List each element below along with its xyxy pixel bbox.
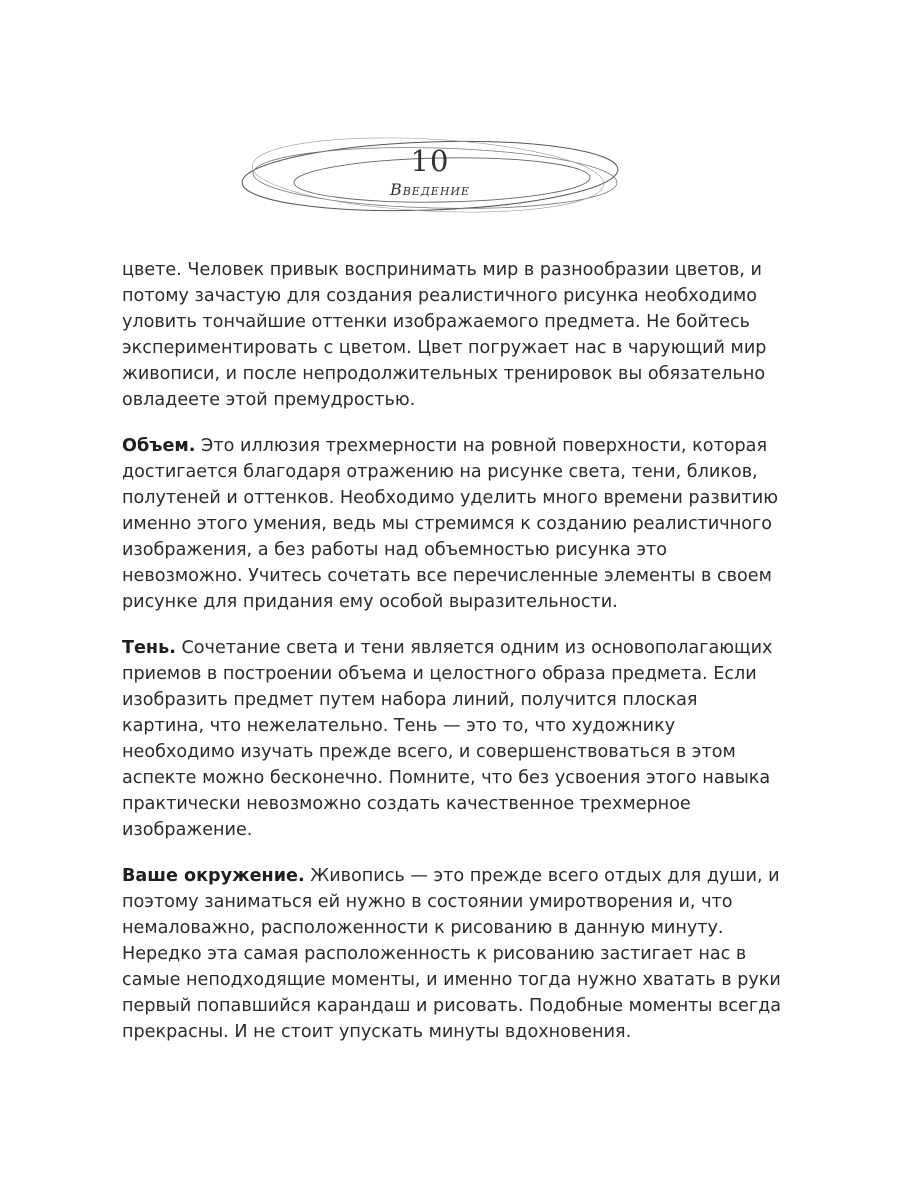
term-volume: Объем. — [122, 436, 196, 456]
term-surroundings: Ваше окружение. — [122, 866, 305, 886]
paragraph-surroundings — [122, 863, 782, 1045]
paragraph-text: Это иллюзия трехмерности на ровной поверхности, которая достигается благодаря отражению на рисунке света, тени, бликов, полутеней и оттенков. Необходимо уделить много времени развитию именно этого умения, ведь мы стремимся к созданию реалистичного изображения, а без работы над объемностью рисунка это невозможно. Учитесь сочетать все перечисленные элементы в своем рисунке для придания ему особой выразительности. — [122, 436, 779, 612]
paragraph-text: цвете. Человек привык воспринимать мир в разнообразии цветов, и потому зачастую для создания реалистичного рисунка необходимо уловить тончайшие оттенки изображаемого предмета. Не бойтесь экспериментировать с цветом. Цвет погружает нас в чарующий мир живописи, и после непродолжительных тренировок вы обязательно овладеете этой премудростью. — [122, 260, 767, 410]
page-header — [230, 128, 660, 228]
body-text — [122, 257, 782, 1065]
term-shadow: Тень. — [122, 638, 176, 658]
paragraph-volume — [122, 433, 782, 615]
page-number: 10 — [410, 144, 450, 178]
header-ornament-ellipses — [230, 128, 660, 228]
paragraph-color-continuation — [122, 257, 782, 413]
paragraph-text: Живопись — это прежде всего отдых для души, и поэтому заниматься ей нужно в состоянии умиротворения и, что немаловажно, расположенности к рисованию в данную минуту. Нередко эта самая расположенность к рисованию застигает нас в самые неподходящие моменты, и именно тогда нужно хватать в руки первый попавшийся карандаш и рисовать. Подобные моменты всегда прекрасны. И не стоит упускать минуты вдохновения. — [122, 866, 782, 1042]
paragraph-text: Сочетание света и тени является одним из основополагающих приемов в построении объема и целостного образа предмета. Если изобразить предмет путем набора линий, получится плоская картина, что нежелательно. Тень — это то, что художнику необходимо изучать прежде всего, и совершенствоваться в этом аспекте можно бесконечно. Помните, что без усвоения этого навыка практически невозможно создать качественное трехмерное изображение. — [122, 638, 773, 840]
paragraph-shadow — [122, 635, 782, 843]
section-title: Введение — [389, 180, 471, 199]
